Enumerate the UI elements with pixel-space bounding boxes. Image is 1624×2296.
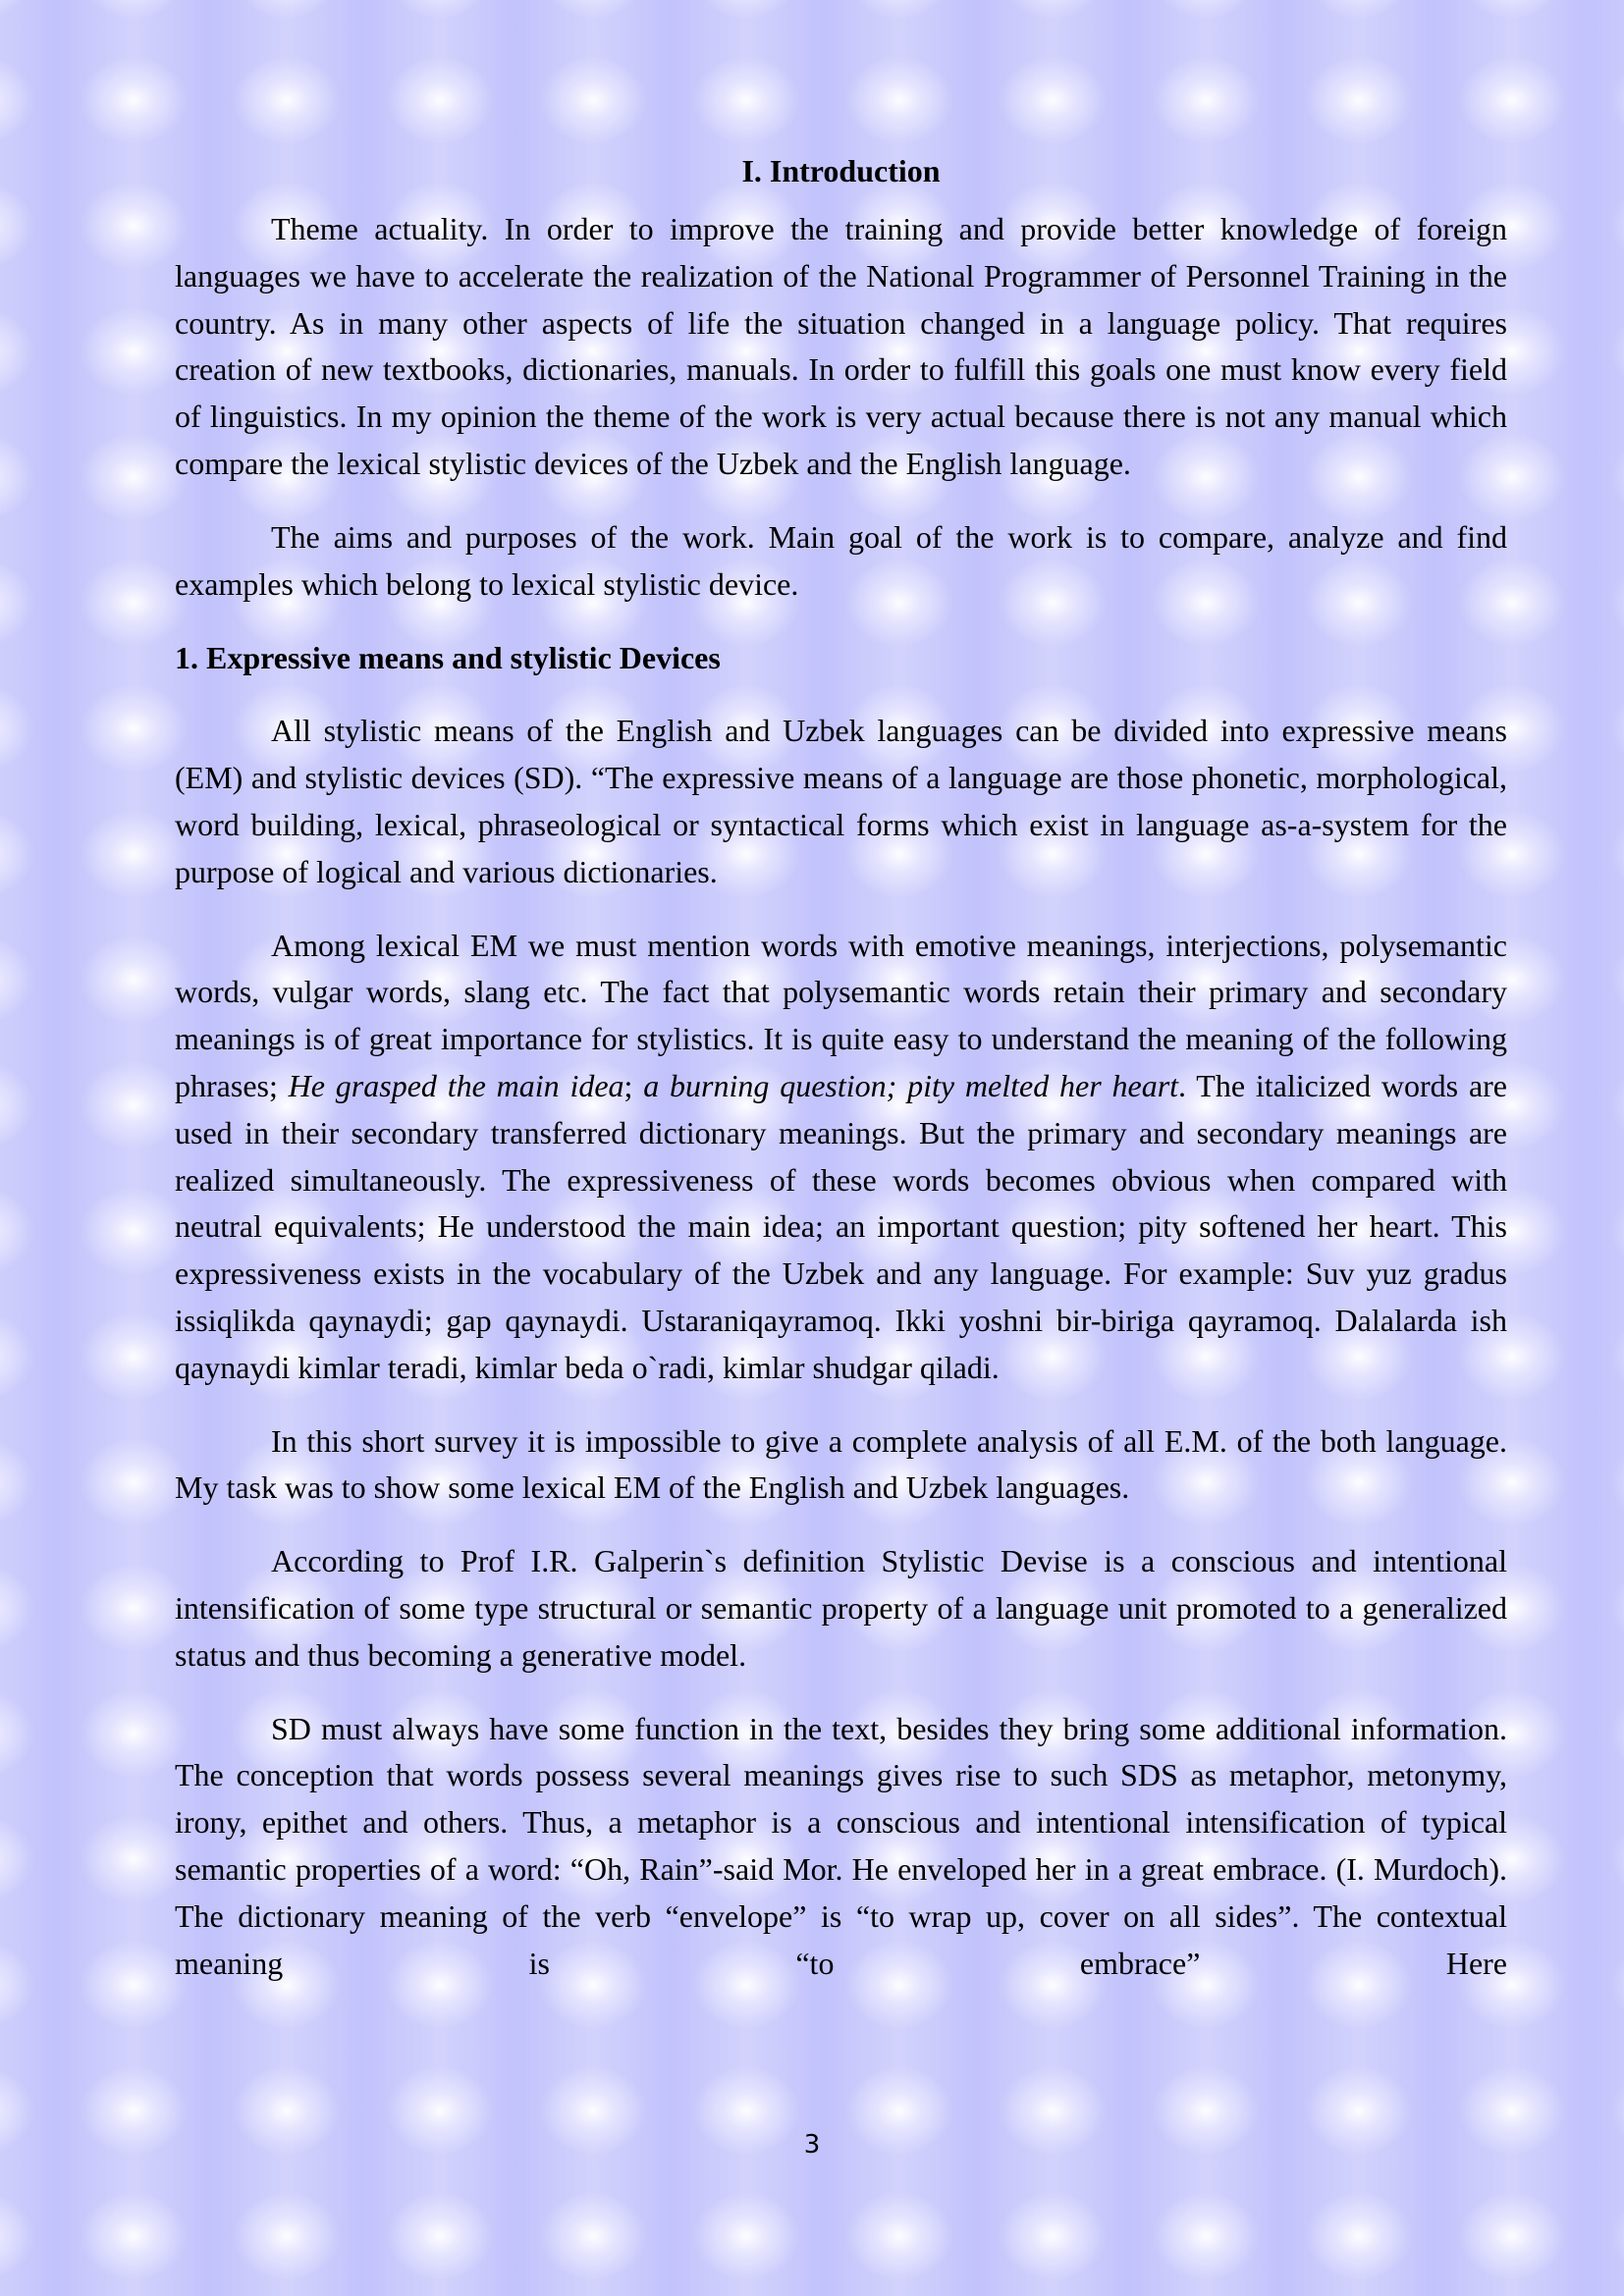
page-title: I. Introduction bbox=[741, 153, 941, 188]
page-number: 3 bbox=[803, 2130, 821, 2160]
document-page bbox=[175, 147, 1507, 1987]
paragraph-aims: The aims and purposes of the work. Main goal of the work is to compare, analyze and find examples which belong to lexical stylistic device. bbox=[175, 518, 1507, 602]
paragraph-short-survey: In this short survey it is impossible to give a complete analysis of all E.M. of the both language. My task was to show some lexical EM of the English and Uzbek languages. bbox=[175, 1422, 1507, 1506]
italic-example-phrase: He grasped the main idea bbox=[288, 1067, 624, 1103]
paragraph-galperin-definition: According to Prof I.R. Galperin`s definition Stylistic Devise is a conscious and intentional intensification of some type structural or semantic property of a language unit promoted to a generalized status and thus becoming a generative model. bbox=[175, 1543, 1507, 1673]
section-heading: 1. Expressive means and stylistic Devices bbox=[175, 640, 721, 676]
paragraph-text: ; bbox=[623, 1067, 644, 1103]
paragraph-text: . The italicized words are used in their secondary transferred dictionary meanings. But the primary and secondary meanings are realized simultaneously. The expressiveness of these words becomes obvious when compared with neutral equivalents; He understood the main idea; an important question; pity softened her heart. This expressiveness exists in the vocabulary of the Uzbek and any language. For example: Suv yuz gradus issiqlikda qaynaydi; gap qaynaydi. Ustaraniqayramoq. Ikki yoshni bir-biriga qayramoq. Dalalarda ish qaynaydi kimlar teradi, kimlar beda o`radi, kimlar shudgar qiladi. bbox=[175, 1067, 1507, 1385]
paragraph-sd-function: SD must always have some function in the text, besides they bring some additional information. The conception that words possess several meanings gives rise to such SDS as metaphor, metonymy, irony, epithet and others. Thus, a metaphor is a conscious and intentional intensification of typical semantic properties of a word: “Oh, Rain”-said Mor. He enveloped her in a great embrace. (I. Murdoch). The dictionary meaning of the verb “envelope” is “to wrap up, cover on all sides”. The contextual meaning is “to embrace” Here bbox=[175, 1710, 1507, 1981]
paragraph-expressive-means: All stylistic means of the English and Uzbek languages can be divided into expressive means (EM) and stylistic devices (SD). “The expressive means of a language are those phonetic, morphological, word building, lexical, phraseological or syntactical forms which exist in language as-a-system for the purpose of logical and various dictionaries. bbox=[175, 713, 1507, 889]
paragraph-theme-actuality: Theme actuality. In order to improve the training and provide better knowledge of foreign languages we have to accelerate the realization of the National Programmer of Personnel Training in the country. As in many other aspects of life the situation changed in a language policy. That requires creation of new textbooks, dictionaries, manuals. In order to fulfill this goals one must know every field of linguistics. In my opinion the theme of the work is very actual because there is not any manual which compare the lexical stylistic devices of the Uzbek and the English language. bbox=[175, 211, 1507, 481]
paragraph-text: Among lexical EM we must mention words with emotive meanings, interjections, polysemantic words, vulgar words, slang etc. The fact that polysemantic words retain their primary and secondary meanings is of great importance for stylistics. It is quite easy to understand the meaning of the following phrases; bbox=[175, 927, 1507, 1103]
italic-example-phrase: a burning question; pity melted her heart bbox=[643, 1067, 1179, 1103]
paragraph-lexical-em bbox=[175, 923, 1507, 1392]
